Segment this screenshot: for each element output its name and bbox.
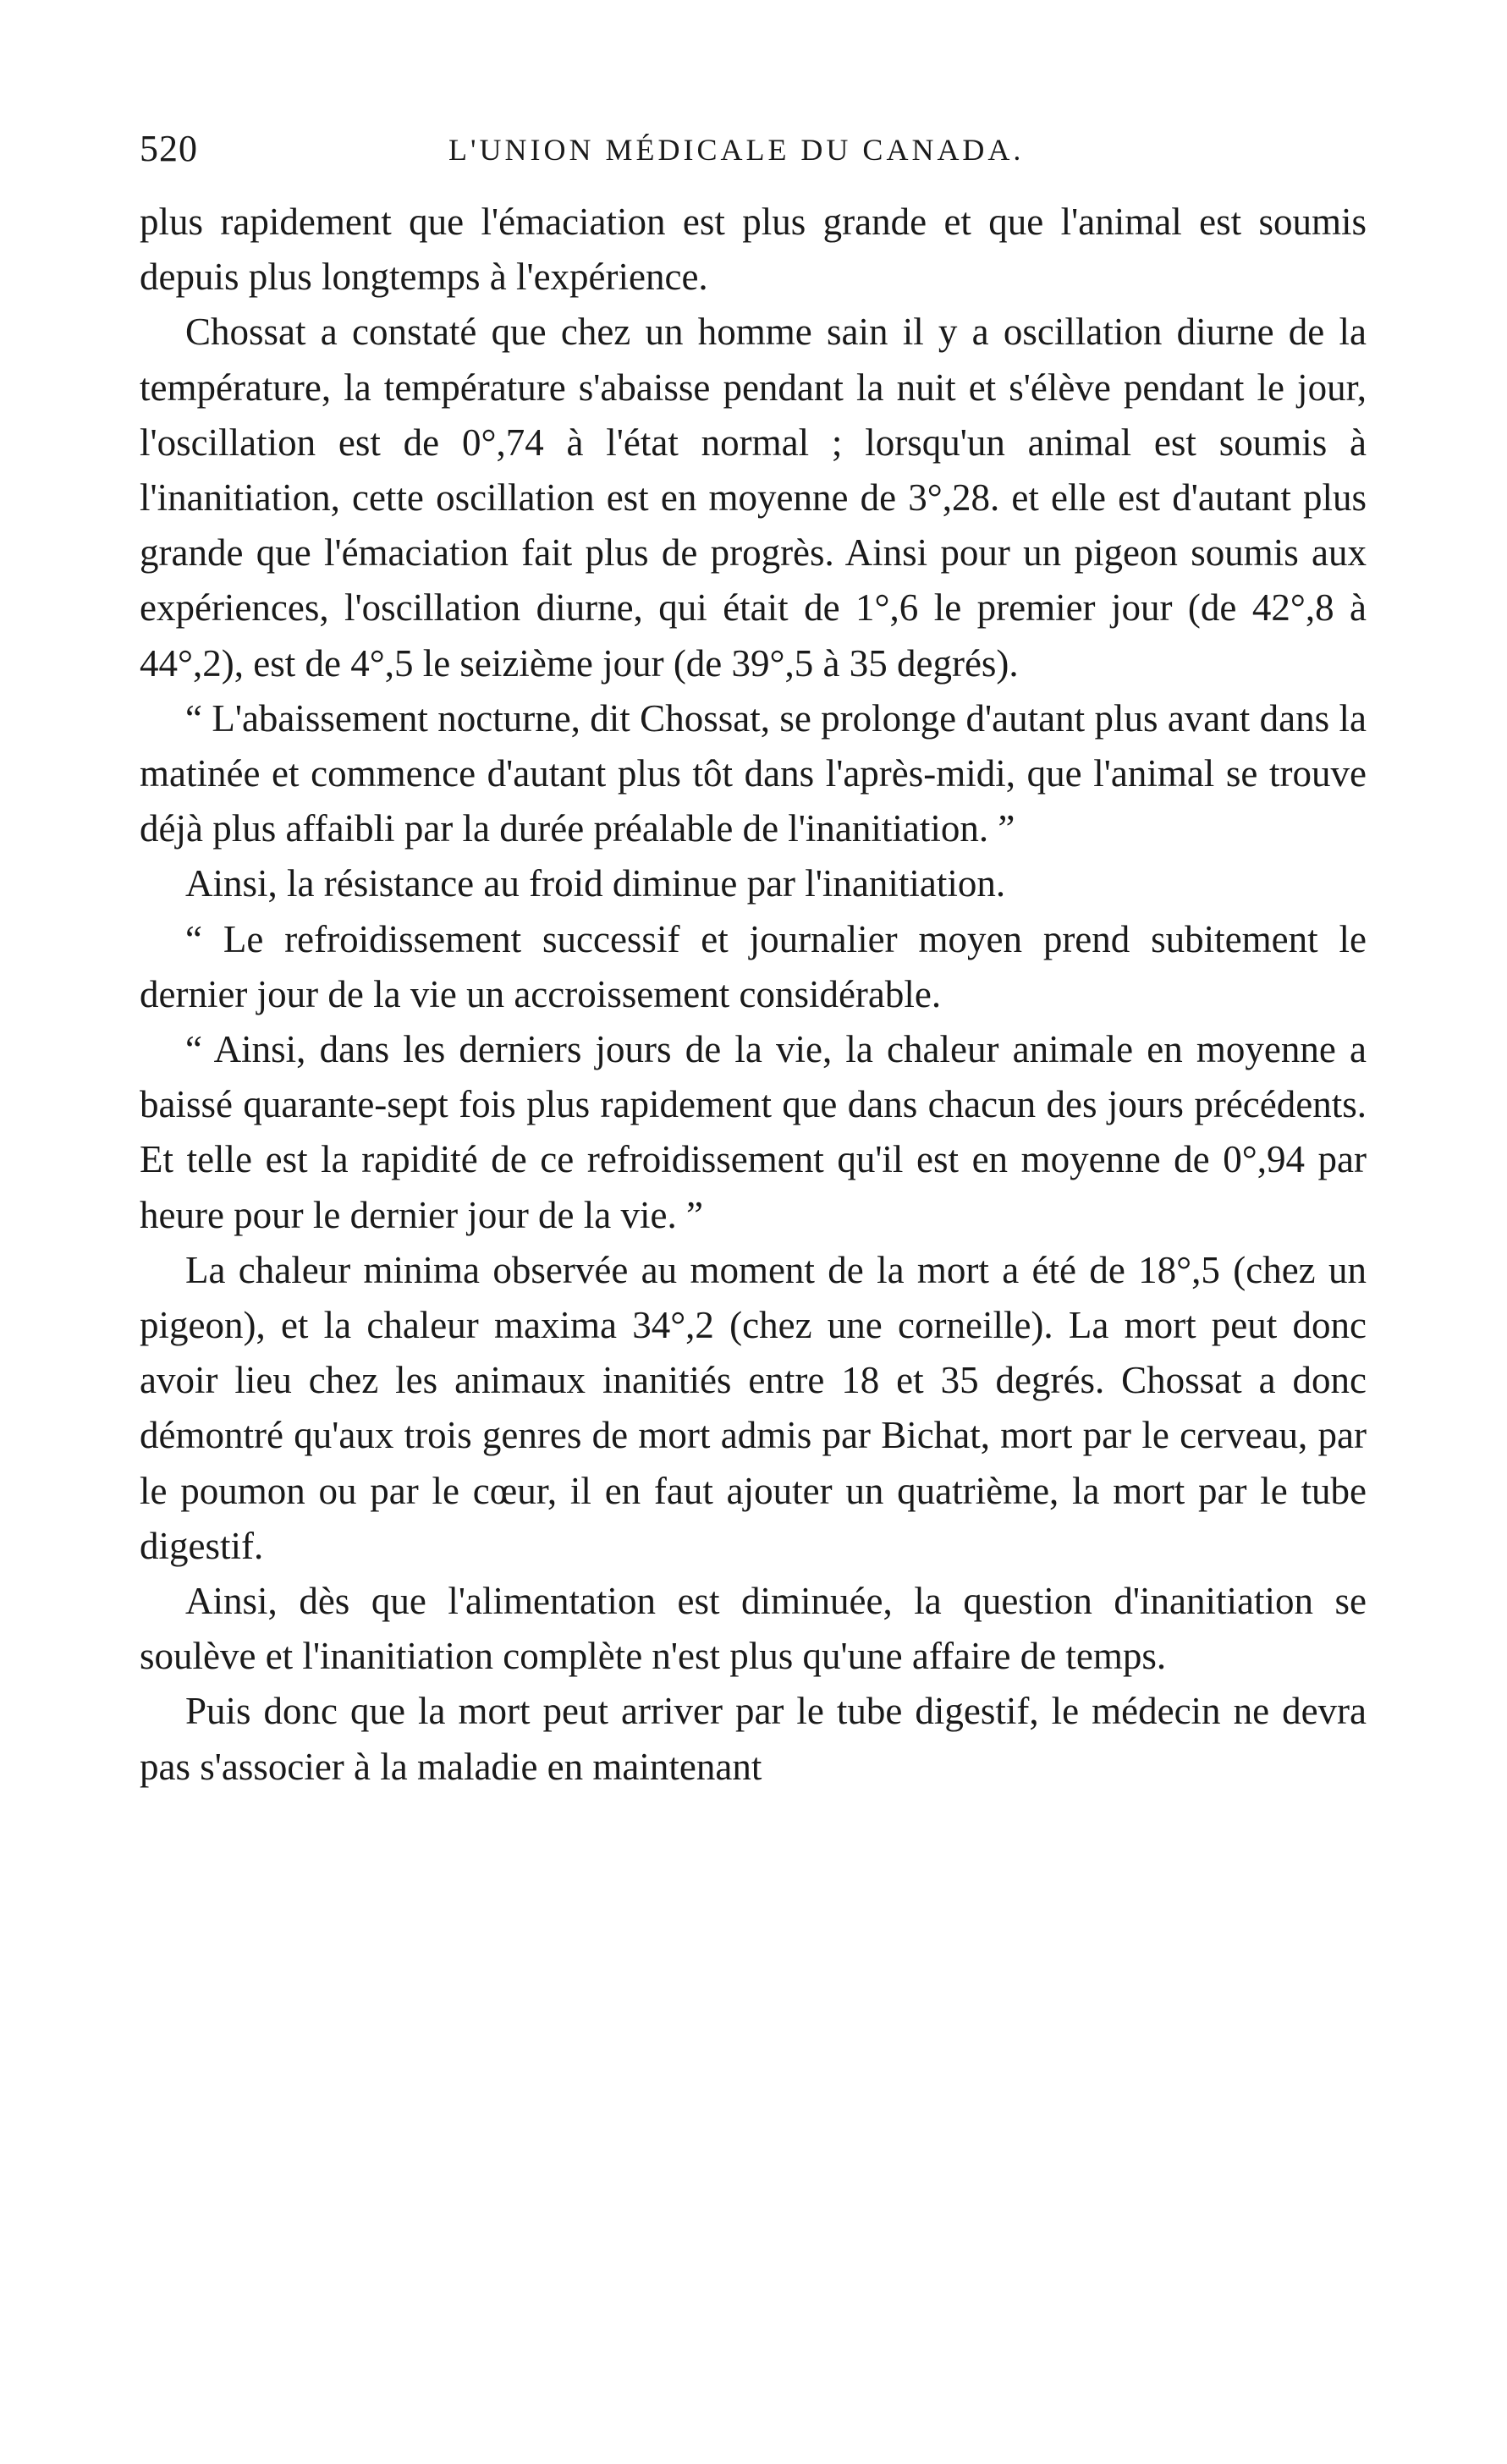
- paragraph-alimentation: Ainsi, dès que l'alimentation est diminuée, la question d'inanitiation se soulève et l'inanitiation complète n'est plus qu'une affaire de temps.: [140, 1580, 1367, 1678]
- book-page: [140, 127, 1367, 1795]
- body-text: [140, 195, 1367, 1795]
- paragraph-quote-abaissement: “ L'abaissement nocturne, dit Chossat, se prolonge d'autant plus avant dans la matinée et commence d'autant plus tôt dans l'après-midi, que l'animal se trouve déjà plus affaibli par la durée préalable de l'inanitiation. ”: [140, 696, 1367, 850]
- running-head: [140, 127, 1367, 195]
- paragraph-chaleur-minima: La chaleur minima observée au moment de la mort a été de 18°,5 (chez un pigeon), et la chaleur maxima 34°,2 (chez une corneille). La mort peut donc avoir lieu chez les animaux inanitiés entre 18 et 35 degrés. Chossat a donc démontré qu'aux trois genres de mort admis par Bichat, mort par le cerveau, par le poumon ou par le cœur, il en faut ajouter un quatrième, la mort par le tube digestif.: [140, 1248, 1367, 1567]
- paragraph-quote-refroidissement: “ Le refroidissement successif et journalier moyen prend subitement le dernier jour de la vie un accroissement considérable.: [140, 917, 1367, 1015]
- paragraph-quote-derniers-jours: “ Ainsi, dans les derniers jours de la vie, la chaleur animale en moyenne a baissé quarante-sept fois plus rapidement que dans chacun des jours précédents. Et telle est la rapidité de ce refroidissement qu'il est en moyenne de 0°,94 par heure pour le dernier jour de la vie. ”: [140, 1028, 1367, 1236]
- paragraph-chossat-oscillation: Chossat a constaté que chez un homme sain il y a oscillation diurne de la température, la température s'abaisse pendant la nuit et s'élève pendant le jour, l'oscillation est de 0°,74 à l'état normal ; lorsqu'un animal est soumis à l'inanitiation, cette oscillation est en moyenne de 3°,28. et elle est d'autant plus grande que l'émaciation fait plus de progrès. Ainsi pour un pigeon soumis aux expériences, l'oscillation diurne, qui était de 1°,6 le premier jour (de 42°,8 à 44°,2), est de 4°,5 le seizième jour (de 39°,5 à 35 degrés).: [140, 311, 1367, 685]
- paragraph-tube-digestif: Puis donc que la mort peut arriver par le tube digestif, le médecin ne devra pas s'associer à la maladie en maintenant: [140, 1690, 1367, 1788]
- paragraph-continuation: plus rapidement que l'émaciation est plus grande et que l'animal est soumis depuis plus longtemps à l'expérience.: [140, 201, 1367, 299]
- page-number: 520: [140, 128, 198, 169]
- paragraph-resistance-froid: Ainsi, la résistance au froid diminue par l'inanitiation.: [185, 862, 1006, 905]
- running-title: L'UNION MÉDICALE DU CANADA.: [448, 133, 1025, 167]
